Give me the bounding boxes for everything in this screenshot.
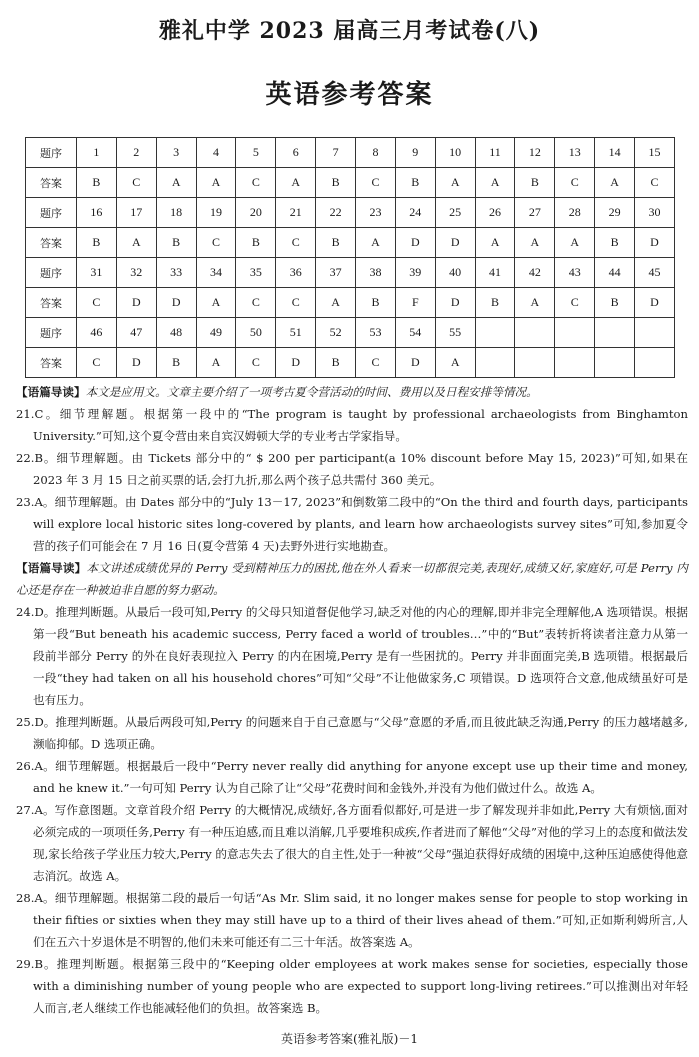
reading-guide bbox=[16, 381, 688, 403]
answer-explanation: 23.A。细节理解题。由 Dates 部分中的“July 13－17, 2023”和倒数第二段中的“On the third and fourth days, participants will explore local historic sites long-covered by plants, and learn how archaeologists survey sites”可知,参加夏令营的孩子们可能会在 7 月 16 日(夏令营第 4 天)去野外进行实地勘查。 bbox=[16, 495, 688, 553]
answer-cell: 33 bbox=[156, 258, 196, 288]
answer-cell: 20 bbox=[236, 198, 276, 228]
answer-cell: A bbox=[435, 348, 475, 378]
answer-cell: 34 bbox=[196, 258, 236, 288]
answer-cell: C bbox=[236, 348, 276, 378]
answer-table bbox=[25, 137, 675, 378]
answer-cell: 31 bbox=[77, 258, 117, 288]
answer-cell: 2 bbox=[116, 138, 156, 168]
answer-cell: 4 bbox=[196, 138, 236, 168]
answer-cell: 53 bbox=[356, 318, 396, 348]
answer-cell: 13 bbox=[555, 138, 595, 168]
answer-cell: D bbox=[635, 288, 675, 318]
row-label: 题序 bbox=[26, 138, 77, 168]
answer-cell bbox=[515, 318, 555, 348]
answer-table-row bbox=[26, 168, 675, 198]
answer-cell: B bbox=[356, 288, 396, 318]
answer-cell bbox=[635, 348, 675, 378]
answer-cell: C bbox=[236, 168, 276, 198]
answer-cell: C bbox=[276, 228, 316, 258]
exam-header-title: 雅礼中学 2023 届高三月考试卷(八) bbox=[158, 18, 541, 44]
answer-cell: A bbox=[435, 168, 475, 198]
row-label: 答案 bbox=[26, 168, 77, 198]
answer-cell: D bbox=[395, 348, 435, 378]
answer-cell: 40 bbox=[435, 258, 475, 288]
answer-cell: C bbox=[116, 168, 156, 198]
answer-cell: 14 bbox=[595, 138, 635, 168]
answer-cell bbox=[475, 318, 515, 348]
answer-cell bbox=[595, 318, 635, 348]
answer-cell: 36 bbox=[276, 258, 316, 288]
answer-cell: 22 bbox=[316, 198, 356, 228]
answer-cell: B bbox=[395, 168, 435, 198]
answer-cell: 19 bbox=[196, 198, 236, 228]
answer-cell: 43 bbox=[555, 258, 595, 288]
answer-cell bbox=[515, 348, 555, 378]
answer-cell: A bbox=[515, 288, 555, 318]
page-footer: 英语参考答案(雅礼版)－1 bbox=[281, 1032, 418, 1046]
answer-cell: C bbox=[77, 348, 117, 378]
answer-cell: 45 bbox=[635, 258, 675, 288]
answer-cell: C bbox=[555, 168, 595, 198]
answer-cell: A bbox=[156, 168, 196, 198]
answer-cell: A bbox=[196, 288, 236, 318]
answer-cell: D bbox=[116, 288, 156, 318]
answer-cell: 44 bbox=[595, 258, 635, 288]
answer-table-row bbox=[26, 288, 675, 318]
answer-cell: D bbox=[435, 228, 475, 258]
reading-guide-text: 本文讲述成绩优异的 Perry 受到精神压力的困扰,他在外人看来一切都很完美,表现好,成绩又好,家庭好,可是 Perry 内心还是存在一种被迫非自愿的努力驱动。 bbox=[16, 561, 688, 597]
answer-cell: 10 bbox=[435, 138, 475, 168]
answer-cell: D bbox=[156, 288, 196, 318]
answer-cell: 55 bbox=[435, 318, 475, 348]
answer-cell: 1 bbox=[77, 138, 117, 168]
answer-explanation: 27.A。写作意图题。文章首段介绍 Perry 的大概情况,成绩好,各方面看似都好,可是进一步了解发现并非如此,Perry 大有烦恼,面对必须完成的一项项任务,Perry 有一种压迫感,而且难以消解,几乎要堆积成疾,作者进而了解他“父母”对他的学习上的态度和做法发现,家长给孩子学业压力较大,Perry 的意志失去了很大的自主性,处于一种被“父母”强迫获得好成绩的困境中,这种压迫感使得他意志消沉。故选 A。 bbox=[16, 803, 688, 883]
answer-cell: A bbox=[116, 228, 156, 258]
answer-cell: D bbox=[395, 228, 435, 258]
answer-cell: 52 bbox=[316, 318, 356, 348]
answer-cell: A bbox=[595, 168, 635, 198]
answer-cell: A bbox=[475, 228, 515, 258]
answer-cell: 37 bbox=[316, 258, 356, 288]
answer-cell bbox=[595, 348, 635, 378]
answer-cell: C bbox=[635, 168, 675, 198]
answer-cell: B bbox=[156, 228, 196, 258]
answer-cell: 27 bbox=[515, 198, 555, 228]
answer-cell: B bbox=[236, 228, 276, 258]
answer-cell: 12 bbox=[515, 138, 555, 168]
row-label: 答案 bbox=[26, 228, 77, 258]
answer-explanations bbox=[16, 381, 688, 1019]
answer-table-row bbox=[26, 138, 675, 168]
answer-explanation: 21.C。细节理解题。根据第一段中的“The program is taught by professional archaeologists from Binghamton University.”可知,这个夏令营由来自宾汉姆顿大学的专业考古学家指导。 bbox=[16, 407, 688, 443]
answer-cell: A bbox=[196, 168, 236, 198]
answer-cell: 8 bbox=[356, 138, 396, 168]
reading-guide-text: 本文是应用文。文章主要介绍了一项考古夏令营活动的时间、费用以及日程安排等情况。 bbox=[85, 385, 538, 399]
answer-cell: D bbox=[635, 228, 675, 258]
answer-cell: 25 bbox=[435, 198, 475, 228]
answer-cell: 24 bbox=[395, 198, 435, 228]
answer-cell: 47 bbox=[116, 318, 156, 348]
reading-guide-label: 【语篇导读】 bbox=[16, 385, 86, 399]
answer-cell: 49 bbox=[196, 318, 236, 348]
answer-cell: C bbox=[555, 288, 595, 318]
answer-cell bbox=[635, 318, 675, 348]
answer-explanation: 26.A。细节理解题。根据最后一段中“Perry never really did anything for anyone except use up their time and money, and he knew it.”一句可知 Perry 认为自己除了让“父母”花费时间和金钱外,并没有为他们做过什么。故选 A。 bbox=[16, 759, 688, 795]
answer-cell: 46 bbox=[77, 318, 117, 348]
answer-cell: 3 bbox=[156, 138, 196, 168]
answer-table-row bbox=[26, 228, 675, 258]
answer-explanation: 24.D。推理判断题。从最后一段可知,Perry 的父母只知道督促他学习,缺乏对他的内心的理解,即并非完全理解他,A 选项错误。根据第一段“But beneath his academic success, Perry faced a world of troubles…”中的“But”表转折将读者注意力从第一段前半部分 Perry 的外在良好表现拉入 Perry 的内在困境,Perry 是有一些困扰的。Perry 并非面面完美,B 选项错。根据最后一段“they had taken on all his household chores”可知“父母”不让他做家务,C 项错误。D 选项符合文意,他成绩虽好可是也有压力。 bbox=[16, 605, 688, 707]
answer-cell: F bbox=[395, 288, 435, 318]
answer-cell: D bbox=[435, 288, 475, 318]
answer-cell: A bbox=[515, 228, 555, 258]
answer-cell: 9 bbox=[395, 138, 435, 168]
answer-cell: B bbox=[316, 228, 356, 258]
answer-cell: 23 bbox=[356, 198, 396, 228]
answer-cell: B bbox=[515, 168, 555, 198]
answer-cell: C bbox=[356, 348, 396, 378]
answer-cell: 38 bbox=[356, 258, 396, 288]
answer-cell: B bbox=[77, 168, 117, 198]
answer-cell: 5 bbox=[236, 138, 276, 168]
answer-cell: 29 bbox=[595, 198, 635, 228]
answer-cell: C bbox=[77, 288, 117, 318]
answer-cell: 6 bbox=[276, 138, 316, 168]
answer-table-row bbox=[26, 348, 675, 378]
answer-cell: D bbox=[116, 348, 156, 378]
answer-cell: A bbox=[316, 288, 356, 318]
answer-cell: 48 bbox=[156, 318, 196, 348]
answer-cell: 42 bbox=[515, 258, 555, 288]
answer-cell: 21 bbox=[276, 198, 316, 228]
answer-table-row bbox=[26, 258, 675, 288]
answer-explanation: 29.B。推理判断题。根据第三段中的“Keeping older employees at work makes sense for societies, especially those with a diminishing number of young people who are expected to support long-living retirees.”可以推测出对年轻人而言,老人继续工作也能减轻他们的负担。故答案选 B。 bbox=[16, 957, 688, 1015]
answer-cell: 11 bbox=[475, 138, 515, 168]
answer-explanation: 28.A。细节理解题。根据第二段的最后一句话“As Mr. Slim said, it no longer makes sense for people to stop working in their fifties or sixties when they may still have up to a third of their lives ahead of them.”可知,正如斯利姆所言,人们在五六十岁退休是不明智的,他们未来可能还有二三十年活。故答案选 A。 bbox=[16, 891, 688, 949]
answer-cell: B bbox=[316, 168, 356, 198]
row-label: 答案 bbox=[26, 288, 77, 318]
answer-cell: D bbox=[276, 348, 316, 378]
answer-cell: 39 bbox=[395, 258, 435, 288]
answer-cell: 50 bbox=[236, 318, 276, 348]
document-title: 英语参考答案 bbox=[265, 80, 434, 110]
answer-cell: C bbox=[236, 288, 276, 318]
answer-cell bbox=[555, 318, 595, 348]
answer-cell: B bbox=[595, 288, 635, 318]
answer-cell bbox=[475, 348, 515, 378]
answer-cell: A bbox=[356, 228, 396, 258]
answer-explanation: 22.B。细节理解题。由 Tickets 部分中的“ $ 200 per participant(a 10% discount before May 15, 2023)”可知,如果在 2023 年 3 月 15 日之前买票的话,会打九折,那么两个孩子总共需付 360 美元。 bbox=[16, 451, 688, 487]
answer-cell: 30 bbox=[635, 198, 675, 228]
answer-cell: 26 bbox=[475, 198, 515, 228]
row-label: 题序 bbox=[26, 318, 77, 348]
answer-cell: A bbox=[555, 228, 595, 258]
answer-cell: 28 bbox=[555, 198, 595, 228]
answer-cell: C bbox=[276, 288, 316, 318]
answer-cell: B bbox=[595, 228, 635, 258]
answer-cell: C bbox=[196, 228, 236, 258]
answer-cell: A bbox=[196, 348, 236, 378]
answer-cell: B bbox=[316, 348, 356, 378]
answer-table-row bbox=[26, 318, 675, 348]
answer-cell: 54 bbox=[395, 318, 435, 348]
answer-cell bbox=[555, 348, 595, 378]
answer-cell: 7 bbox=[316, 138, 356, 168]
answer-cell: 15 bbox=[635, 138, 675, 168]
row-label: 题序 bbox=[26, 198, 77, 228]
answer-cell: A bbox=[475, 168, 515, 198]
reading-guide-label: 【语篇导读】 bbox=[16, 561, 87, 575]
answer-table-row bbox=[26, 198, 675, 228]
answer-explanation: 25.D。推理判断题。从最后两段可知,Perry 的问题来自于自己意愿与“父母”意愿的矛盾,而且彼此缺乏沟通,Perry 的压力越堵越多,濒临抑郁。D 选项正确。 bbox=[16, 715, 688, 751]
answer-cell: 17 bbox=[116, 198, 156, 228]
answer-cell: B bbox=[156, 348, 196, 378]
answer-cell: 41 bbox=[475, 258, 515, 288]
answer-cell: B bbox=[475, 288, 515, 318]
answer-cell: 51 bbox=[276, 318, 316, 348]
row-label: 答案 bbox=[26, 348, 77, 378]
answer-cell: 32 bbox=[116, 258, 156, 288]
answer-cell: C bbox=[356, 168, 396, 198]
answer-cell: 18 bbox=[156, 198, 196, 228]
answer-cell: A bbox=[276, 168, 316, 198]
answer-cell: 16 bbox=[77, 198, 117, 228]
reading-guide bbox=[16, 557, 688, 601]
row-label: 题序 bbox=[26, 258, 77, 288]
answer-cell: B bbox=[77, 228, 117, 258]
answer-cell: 35 bbox=[236, 258, 276, 288]
